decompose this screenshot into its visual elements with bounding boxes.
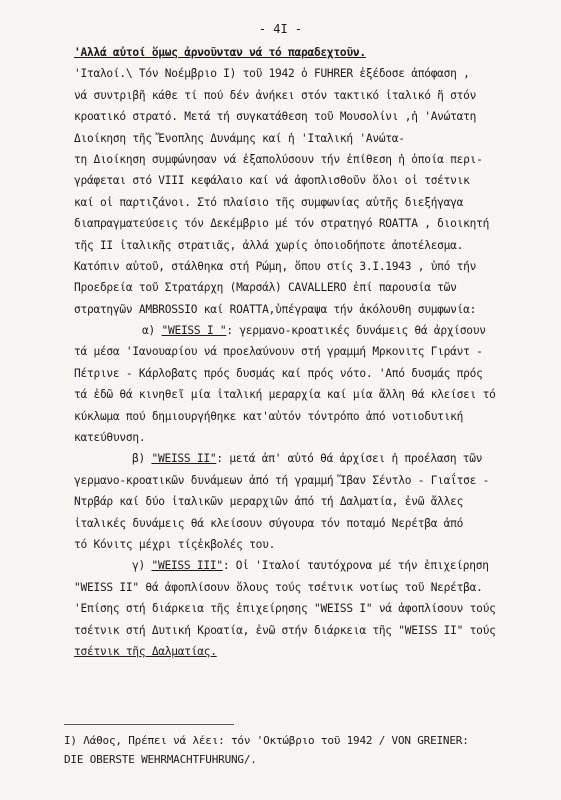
- text-line: τά ἐδῶ θά κινηθεῖ μία ἰταλική μεραρχία καί μία ἄλλη θά κλείσει τό: [74, 388, 496, 402]
- text-line: τσέτνικ στή Δυτική Κροατία, ἐνῶ στήν διάρκεια τῆς "WEISS II" τούς: [74, 623, 496, 637]
- text-line: νά συντριβῆ κάθε τί πού δέν ἀνήκει στόν τακτικό ἰταλικό ἤ στόν: [74, 88, 477, 102]
- item-c-operation-name: "WEISS III": [151, 559, 223, 573]
- text-line: κύκλωμα πού δημιουργήθηκε κατ'αὐτόν τόντρόπο ἀπό νοτιοδυτική: [74, 409, 464, 423]
- footnote-divider: [64, 724, 234, 725]
- text-line: κροατικό στρατό. Μετά τή συγκατάθεση τοῦ Μουσολίνι ,ἡ 'Ανώτατη: [74, 110, 477, 124]
- text-line: τό Κόνιτς μέχρι τίςἐκβολές του.: [74, 537, 276, 551]
- text-line: Πέτρινε - Κάρλοβατς πρός δυσμάς καί πρός νότο. 'Από δυσμάς πρός: [74, 366, 483, 380]
- text-line: τη Διοίκηση συμφώνησαν νά ἐξαπολύσουν τήν ἐπίθεση ἡ ὁποία περι-: [74, 152, 483, 166]
- item-a-text: : γερμανο-κροατικές δυνάμεις θά ἀρχίσουν: [226, 324, 486, 338]
- text-line-last: τσέτνικ τῆς Δαλματίας.: [74, 644, 217, 658]
- text-line: Διοίκηση τῆς Ἔνοπλης Δυνάμης καί ἡ 'Ιταλική 'Ανώτα-: [74, 131, 405, 145]
- text-line: Προεδρεία τοῦ Στρατάρχη (Μαρσάλ) CAVALLERO ἐπί παρουσία τῶν: [74, 281, 457, 295]
- text-line: Ντρβάρ καί δύο ἰταλικῶν μεραρχιῶν ἀπό τή Δαλματία, ἐνῶ ἄλλες: [74, 495, 464, 509]
- text-line: διαπραγματεύσεις τόν Δεκέμβριο μέ τόν στρατηγό ROATTA , διοικητή: [74, 217, 490, 231]
- item-b-first-line: [74, 448, 552, 469]
- item-c-first-line: [74, 555, 552, 576]
- text-line: στρατηγῶν AMBROSSIO καί ROATTA,ὑπέγραψα τήν ἀκόλουθη συμφωνία:: [74, 302, 477, 316]
- item-a-first-line: [74, 320, 552, 341]
- document-body: [74, 42, 552, 662]
- item-b-operation-name: "WEISS II": [151, 452, 217, 466]
- item-c-marker: γ): [132, 559, 145, 573]
- text-line: 'Επίσης στή διάρκεια τῆς ἐπιχείρησης "WEISS I" νά ἀφοπλίσουν τούς: [74, 602, 496, 616]
- text-line: Κατόπιν αὐτοῦ, στάλθηκα στή Ρώμη, ὅπου στίς 3.I.1943 , ὑπό τήν: [74, 259, 477, 273]
- heading: 'Αλλά αὐτοί ὅμως ἀρνοῦνταν νά τό παραδεχτοῦν.: [74, 46, 366, 59]
- text-line: γερμανο-κροατικῶν δυνάμεων ἀπό τή γραμμή Ἴβαν Σέντλο - Γιαΐτσε -: [74, 473, 490, 487]
- item-a-operation-name: "WEISS I ": [161, 324, 227, 338]
- footnote-line: I) Λάθος, Πρέπει νά λέει: τόν 'Οκτώβριο τοῦ 1942 / VON GREINER:: [64, 734, 469, 747]
- text-line: "WEISS II" θά ἀφοπλίσουν ὅλους τούς τσέτνικ νοτίως τοῦ Νερέτβα.: [74, 580, 483, 594]
- footnote-line: DIE OBERSTE WEHRMACHTFUHRUNG/.: [64, 753, 257, 766]
- text-line: κατεύθυνση.: [74, 431, 146, 445]
- text-line: τά μέσα 'Ιανουαρίου νά προελαύνουν στή γραμμή Μρκονιτς Γιράντ -: [74, 345, 483, 359]
- item-a-marker: α): [142, 324, 155, 338]
- text-line: τῆς II ἰταλικῆς στρατιᾶς, ἀλλά χωρίς ὁποιοδήποτε ἀποτέλεσμα.: [74, 238, 464, 252]
- text-line: γράφεται στό VIII κεφάλαιο καί νά ἀφοπλισθοῦν ὅλοι οἱ τσέτνικ: [74, 174, 470, 188]
- item-c-text: : Οἱ 'Ιταλοί ταυτόχρονα μέ τήν ἐπιχείρηση: [222, 559, 489, 573]
- footnote: [64, 731, 554, 769]
- text-line: καί οἱ παρτιζάνοι. Στό πλαίσιο τῆς συμφωνίας αὐτῆς διεξήγαγα: [74, 195, 464, 209]
- text-line: 'Ιταλοί.\ Τόν Νοέμβριο I) τοῦ 1942 ὁ FUHRER ἐξέδοσε ἀπόφαση ,: [74, 67, 470, 81]
- item-b-text: : μετά ἀπ' αὐτό θά ἀρχίσει ἡ προέλαση τῶν: [216, 452, 483, 466]
- item-b-marker: β): [132, 452, 145, 466]
- text-line: ἰταλικές δυνάμεις θά κλείσουν σύγουρα τόν ποταμό Νερέτβα ἀπό: [74, 516, 464, 530]
- page-number: - 4I -: [258, 22, 303, 36]
